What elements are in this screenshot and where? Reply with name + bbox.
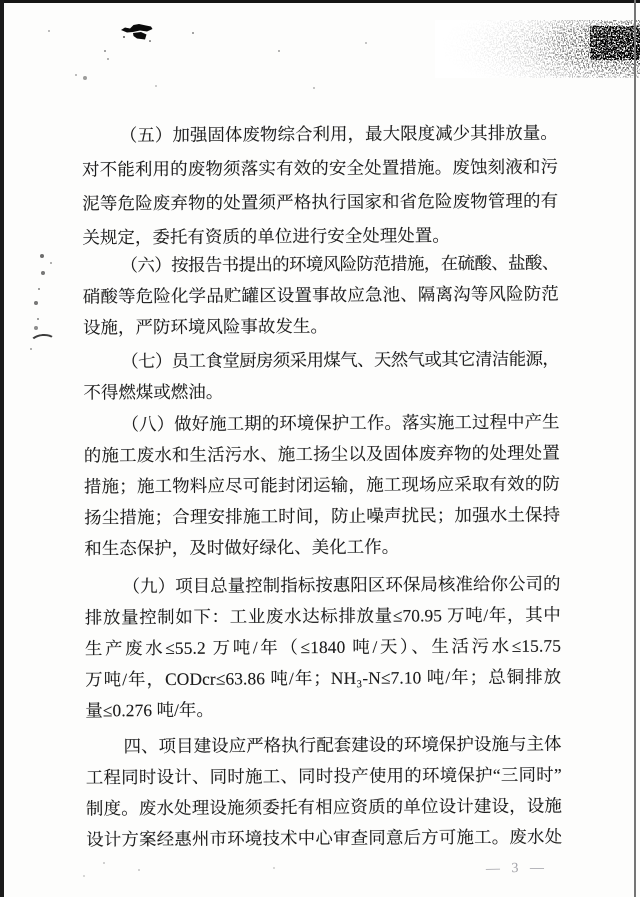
paragraph-item-6-env-risk [83,248,560,344]
text-line: （八）做好施工期的环境保护工作。落实施工过程中产生 [121,411,560,435]
text-line: 设计方案经惠州市环境技术中心审查同意后方可施工。废水处 [86,826,563,850]
paragraph-item-9-total-amount-control [85,569,562,727]
text-line: 关规定，委托有资质的单位进行安全处理处置。 [82,225,450,248]
paragraph-item-7-canteen-fuel [83,344,559,409]
text-line: 扬尘措施；合理安排施工时间，防止噪声扰民；加强水土保持 [84,504,561,528]
paragraph-item-5-solid-waste [82,116,559,255]
text-line: 对不能利用的废物须落实有效的安全处置措施。废蚀刻液和污 [82,156,559,180]
text-line: 硝酸等危险化学品贮罐区设置事故应急池、隔离沟等风险防范 [82,283,559,307]
scan-border-left [0,0,4,897]
text-line: 不得燃煤或燃油。 [83,381,224,403]
text-line: （五）加强固体废物综合利用，最大限度减少其排放量。 [119,122,558,146]
page-number: — 3 — [485,860,549,877]
text-line: 四、项目建设应严格执行配套建设的环境保护设施与主体 [123,733,562,757]
paragraph-section-4-three-simultaneity [85,729,562,856]
text-line: 的施工废水和生活污水、施工扬尘以及固体废弃物的处理处置 [83,442,560,466]
text-line: （九）项目总量控制指标按惠阳区环保局核准给你公司的 [122,573,561,597]
paragraph-item-8-construction-period [84,407,561,565]
ink-smudge [121,23,153,44]
text-line: 措施；施工物料应尽可能封闭运输，施工现场应采取有效的防 [83,473,561,497]
text-line: 量≤0.276 吨/年。 [85,699,215,721]
text-line: 和生态保护，及时做好绿化、美化工作。 [84,536,400,559]
text-line: 万吨/年，CODcr≤63.86 吨/年；NH₃-N≤7.10 吨/年；总铜排放 [85,666,562,690]
text-line: 设施，严防环境风险事故发生。 [82,315,328,338]
text-line: 泥等危险废弃物的处置须严格执行国家和省危险废物管理的有 [82,190,559,214]
text-line: 工程同时设计、同时施工、同时投产使用的环境保护“三同时” [85,764,562,788]
scan-border-right [634,0,636,897]
text-line: （七）员工食堂厨房须采用煤气、天然气或其它清洁能源， [121,348,560,372]
text-line: 生产废水≤55.2 万吨/年（≤1840 吨/天）、生活污水≤15.75 [84,635,562,659]
pencil-arc-mark [29,333,56,351]
scan-noise-dense-patch [590,26,640,60]
text-line: 制度。废水处理设施须委托有相应资质的单位设计建设，设施 [85,795,563,819]
text-line: 排放量控制如下：工业废水达标排放量≤70.95 万吨/年，其中 [84,604,561,628]
text-line: （六）按报告书提出的环境风险防范措施，在硫酸、盐酸、 [120,252,559,276]
scan-border-top [0,0,640,3]
document-body [82,116,562,856]
